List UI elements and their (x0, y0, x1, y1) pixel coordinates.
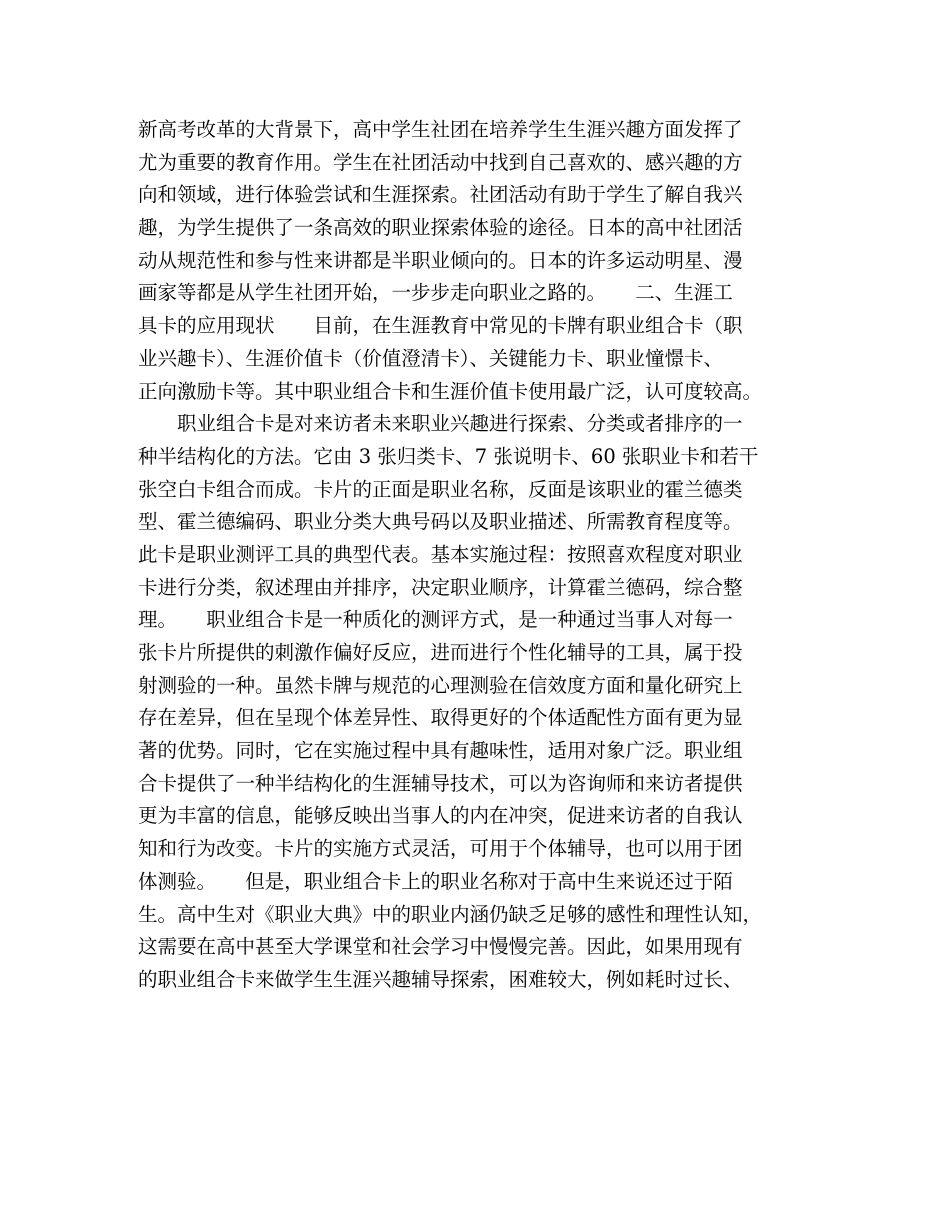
text-line: 知和行为改变。卡片的实施方式灵活，可用于个体辅导，也可以用于团 (138, 837, 743, 861)
text-line: 此卡是职业测评工具的典型代表。基本实施过程：按照喜欢程度对职业 (138, 542, 743, 566)
text-line: 体测验。 但是，职业组合卡上的职业名称对于高中生来说还过于陌 (138, 869, 733, 893)
text-line: 射测验的一种。虽然卡牌与规范的心理测验在信效度方面和量化研究上 (138, 673, 743, 697)
text-line: 尤为重要的教育作用。学生在社团活动中找到自己喜欢的、感兴趣的方 (138, 150, 743, 174)
text-line: 合卡提供了一种半结构化的生涯辅导技术，可以为咨询师和来访者提供 (138, 771, 743, 795)
text-line: 的职业组合卡来做学生生涯兴趣辅导探索，困难较大，例如耗时过长、 (138, 967, 743, 991)
text-line: 动从规范性和参与性来讲都是半职业倾向的。日本的许多运动明星、漫 (138, 248, 743, 272)
text-line: 具卡的应用现状 目前，在生涯教育中常见的卡牌有职业组合卡（职 (138, 314, 743, 338)
text-line: 张卡片所提供的刺激作偏好反应，进而进行个性化辅导的工具，属于投 (138, 641, 743, 664)
text-line: 张空白卡组合而成。卡片的正面是职业名称，反面是该职业的霍兰德类 (138, 477, 743, 501)
text-line: 业兴趣卡）、生涯价值卡（价值澄清卡）、关键能力卡、职业憧憬卡、 (138, 346, 724, 370)
text-line: 这需要在高中甚至大学课堂和社会学习中慢慢完善。因此，如果用现有 (138, 935, 743, 959)
text-line: 著的优势。同时，它在实施过程中具有趣味性，适用对象广泛。职业组 (138, 739, 743, 763)
text-line: 新高考改革的大背景下，高中学生社团在培养学生生涯兴趣方面发挥了 (138, 118, 743, 141)
text-line: 画家等都是从学生社团开始，一步步走向职业之路的。 二、生涯工 (138, 281, 733, 305)
text-line: 职业组合卡是对来访者未来职业兴趣进行探索、分类或者排序的一 (138, 412, 743, 436)
text-line: 型、霍兰德编码、职业分类大典号码以及职业描述、所需教育程度等。 (138, 510, 743, 534)
text-line: 向和领域，进行体验尝试和生涯探索。社团活动有助于学生了解自我兴 (138, 183, 743, 207)
text-line: 正向激励卡等。其中职业组合卡和生涯价值卡使用最广泛，认可度较高。 (138, 379, 763, 403)
text-line: 存在差异，但在呈现个体差异性、取得更好的个体适配性方面有更为显 (138, 706, 743, 730)
body-text (138, 114, 838, 997)
text-line: 卡进行分类，叙述理由并排序，决定职业顺序，计算霍兰德码，综合整 (138, 575, 743, 599)
text-line: 生。高中生对《职业大典》中的职业内涵仍缺乏足够的感性和理性认知， (138, 902, 763, 926)
text-line: 种半结构化的方法。它由 3 张归类卡、7 张说明卡、60 张职业卡和若干 (138, 444, 759, 468)
text-line: 理。 职业组合卡是一种质化的测评方式，是一种通过当事人对每一 (138, 608, 733, 632)
text-line: 趣，为学生提供了一条高效的职业探索体验的途径。日本的高中社团活 (138, 216, 743, 240)
text-line: 更为丰富的信息，能够反映出当事人的内在冲突，促进来访者的自我认 (138, 804, 743, 828)
